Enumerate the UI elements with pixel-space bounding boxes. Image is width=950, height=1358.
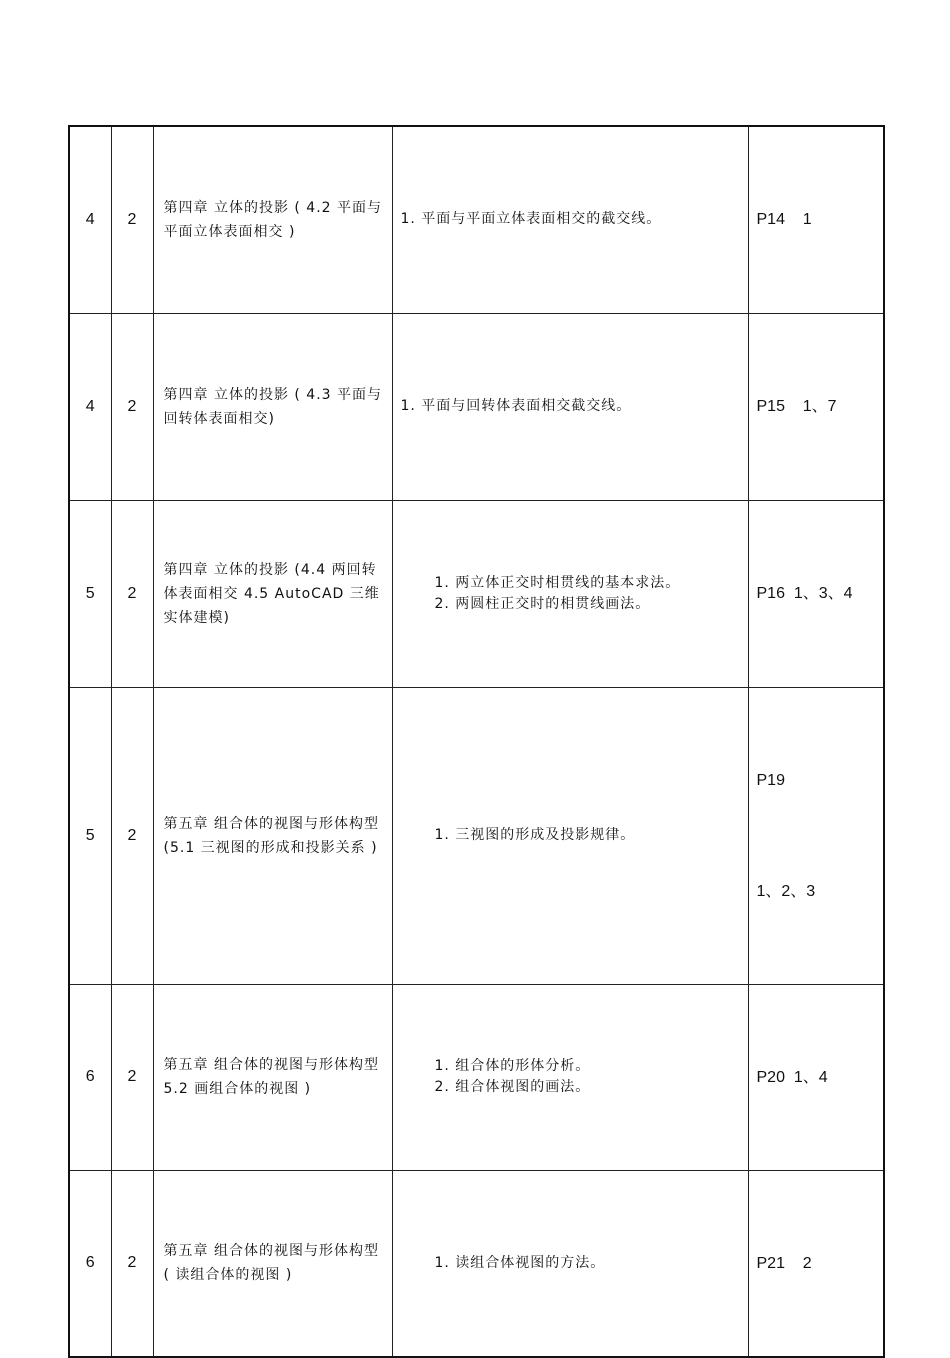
homework-line: P20 1、4 (756, 1068, 828, 1086)
table-row (69, 1170, 884, 1357)
homework-line: P15 1、7 (756, 398, 837, 415)
content-item: 1. 两立体正交时相贯线的基本求法。 (434, 574, 681, 591)
content-list (393, 396, 748, 417)
week-cell: 6 (69, 984, 111, 1170)
table-row (69, 126, 884, 313)
content-item: 1. 读组合体视图的方法。 (434, 1254, 606, 1271)
content-item: 2. 两圆柱正交时的相贯线画法。 (434, 595, 651, 612)
homework-cell (748, 1170, 884, 1357)
content-item: 1. 组合体的形体分析。 (434, 1058, 591, 1074)
week-cell: 6 (69, 1170, 111, 1357)
homework-cell (748, 687, 884, 984)
hours-cell: 2 (111, 313, 153, 500)
hours-cell: 2 (111, 984, 153, 1170)
table-row (69, 984, 884, 1170)
homework-line: P14 1 (756, 211, 812, 229)
hours-cell: 2 (111, 500, 153, 687)
homework-line: 1、2、3 (756, 882, 816, 900)
homework-cell (748, 313, 884, 500)
homework-cell (748, 984, 884, 1170)
content-cell (392, 126, 748, 313)
topic-cell: 第五章 组合体的视图与形体构型 ( 读组合体的视图 ) (153, 1170, 392, 1357)
topic-cell: 第四章 立体的投影 ( 4.2 平面与平面立体表面相交 ) (153, 126, 392, 313)
content-item: 1. 平面与平面立体表面相交的截交线。 (400, 211, 662, 228)
schedule-table (68, 125, 885, 1358)
topic-cell: 第五章 组合体的视图与形体构型 (5.1 三视图的形成和投影关系 ) (153, 687, 392, 984)
hours-cell: 2 (111, 1170, 153, 1357)
content-cell (392, 1170, 748, 1357)
content-list (393, 1253, 748, 1274)
content-list (393, 1056, 748, 1098)
homework-cell (748, 126, 884, 313)
content-list (393, 573, 748, 615)
content-item: 1. 三视图的形成及投影规律。 (434, 827, 636, 843)
topic-cell: 第五章 组合体的视图与形体构型 5.2 画组合体的视图 ) (153, 984, 392, 1170)
week-cell: 4 (69, 313, 111, 500)
content-list (393, 209, 748, 230)
hours-cell: 2 (111, 687, 153, 984)
week-cell: 5 (69, 500, 111, 687)
homework-line: P19 (756, 771, 785, 789)
homework-cell (748, 500, 884, 687)
content-list (393, 825, 748, 846)
content-item: 1. 平面与回转体表面相交截交线。 (400, 398, 632, 414)
week-cell: 4 (69, 126, 111, 313)
topic-cell: 第四章 立体的投影 ( 4.3 平面与回转体表面相交) (153, 313, 392, 500)
content-cell (392, 687, 748, 984)
table-row (69, 500, 884, 687)
homework-line: P16 1、3、4 (756, 585, 853, 602)
homework-line: P21 2 (756, 1254, 812, 1272)
content-cell (392, 313, 748, 500)
content-cell (392, 500, 748, 687)
week-cell: 5 (69, 687, 111, 984)
topic-cell: 第四章 立体的投影 (4.4 两回转体表面相交 4.5 AutoCAD 三维实体建模) (153, 500, 392, 687)
content-item: 2. 组合体视图的画法。 (434, 1079, 591, 1095)
table-row (69, 313, 884, 500)
content-cell (392, 984, 748, 1170)
table-row (69, 687, 884, 984)
hours-cell: 2 (111, 126, 153, 313)
